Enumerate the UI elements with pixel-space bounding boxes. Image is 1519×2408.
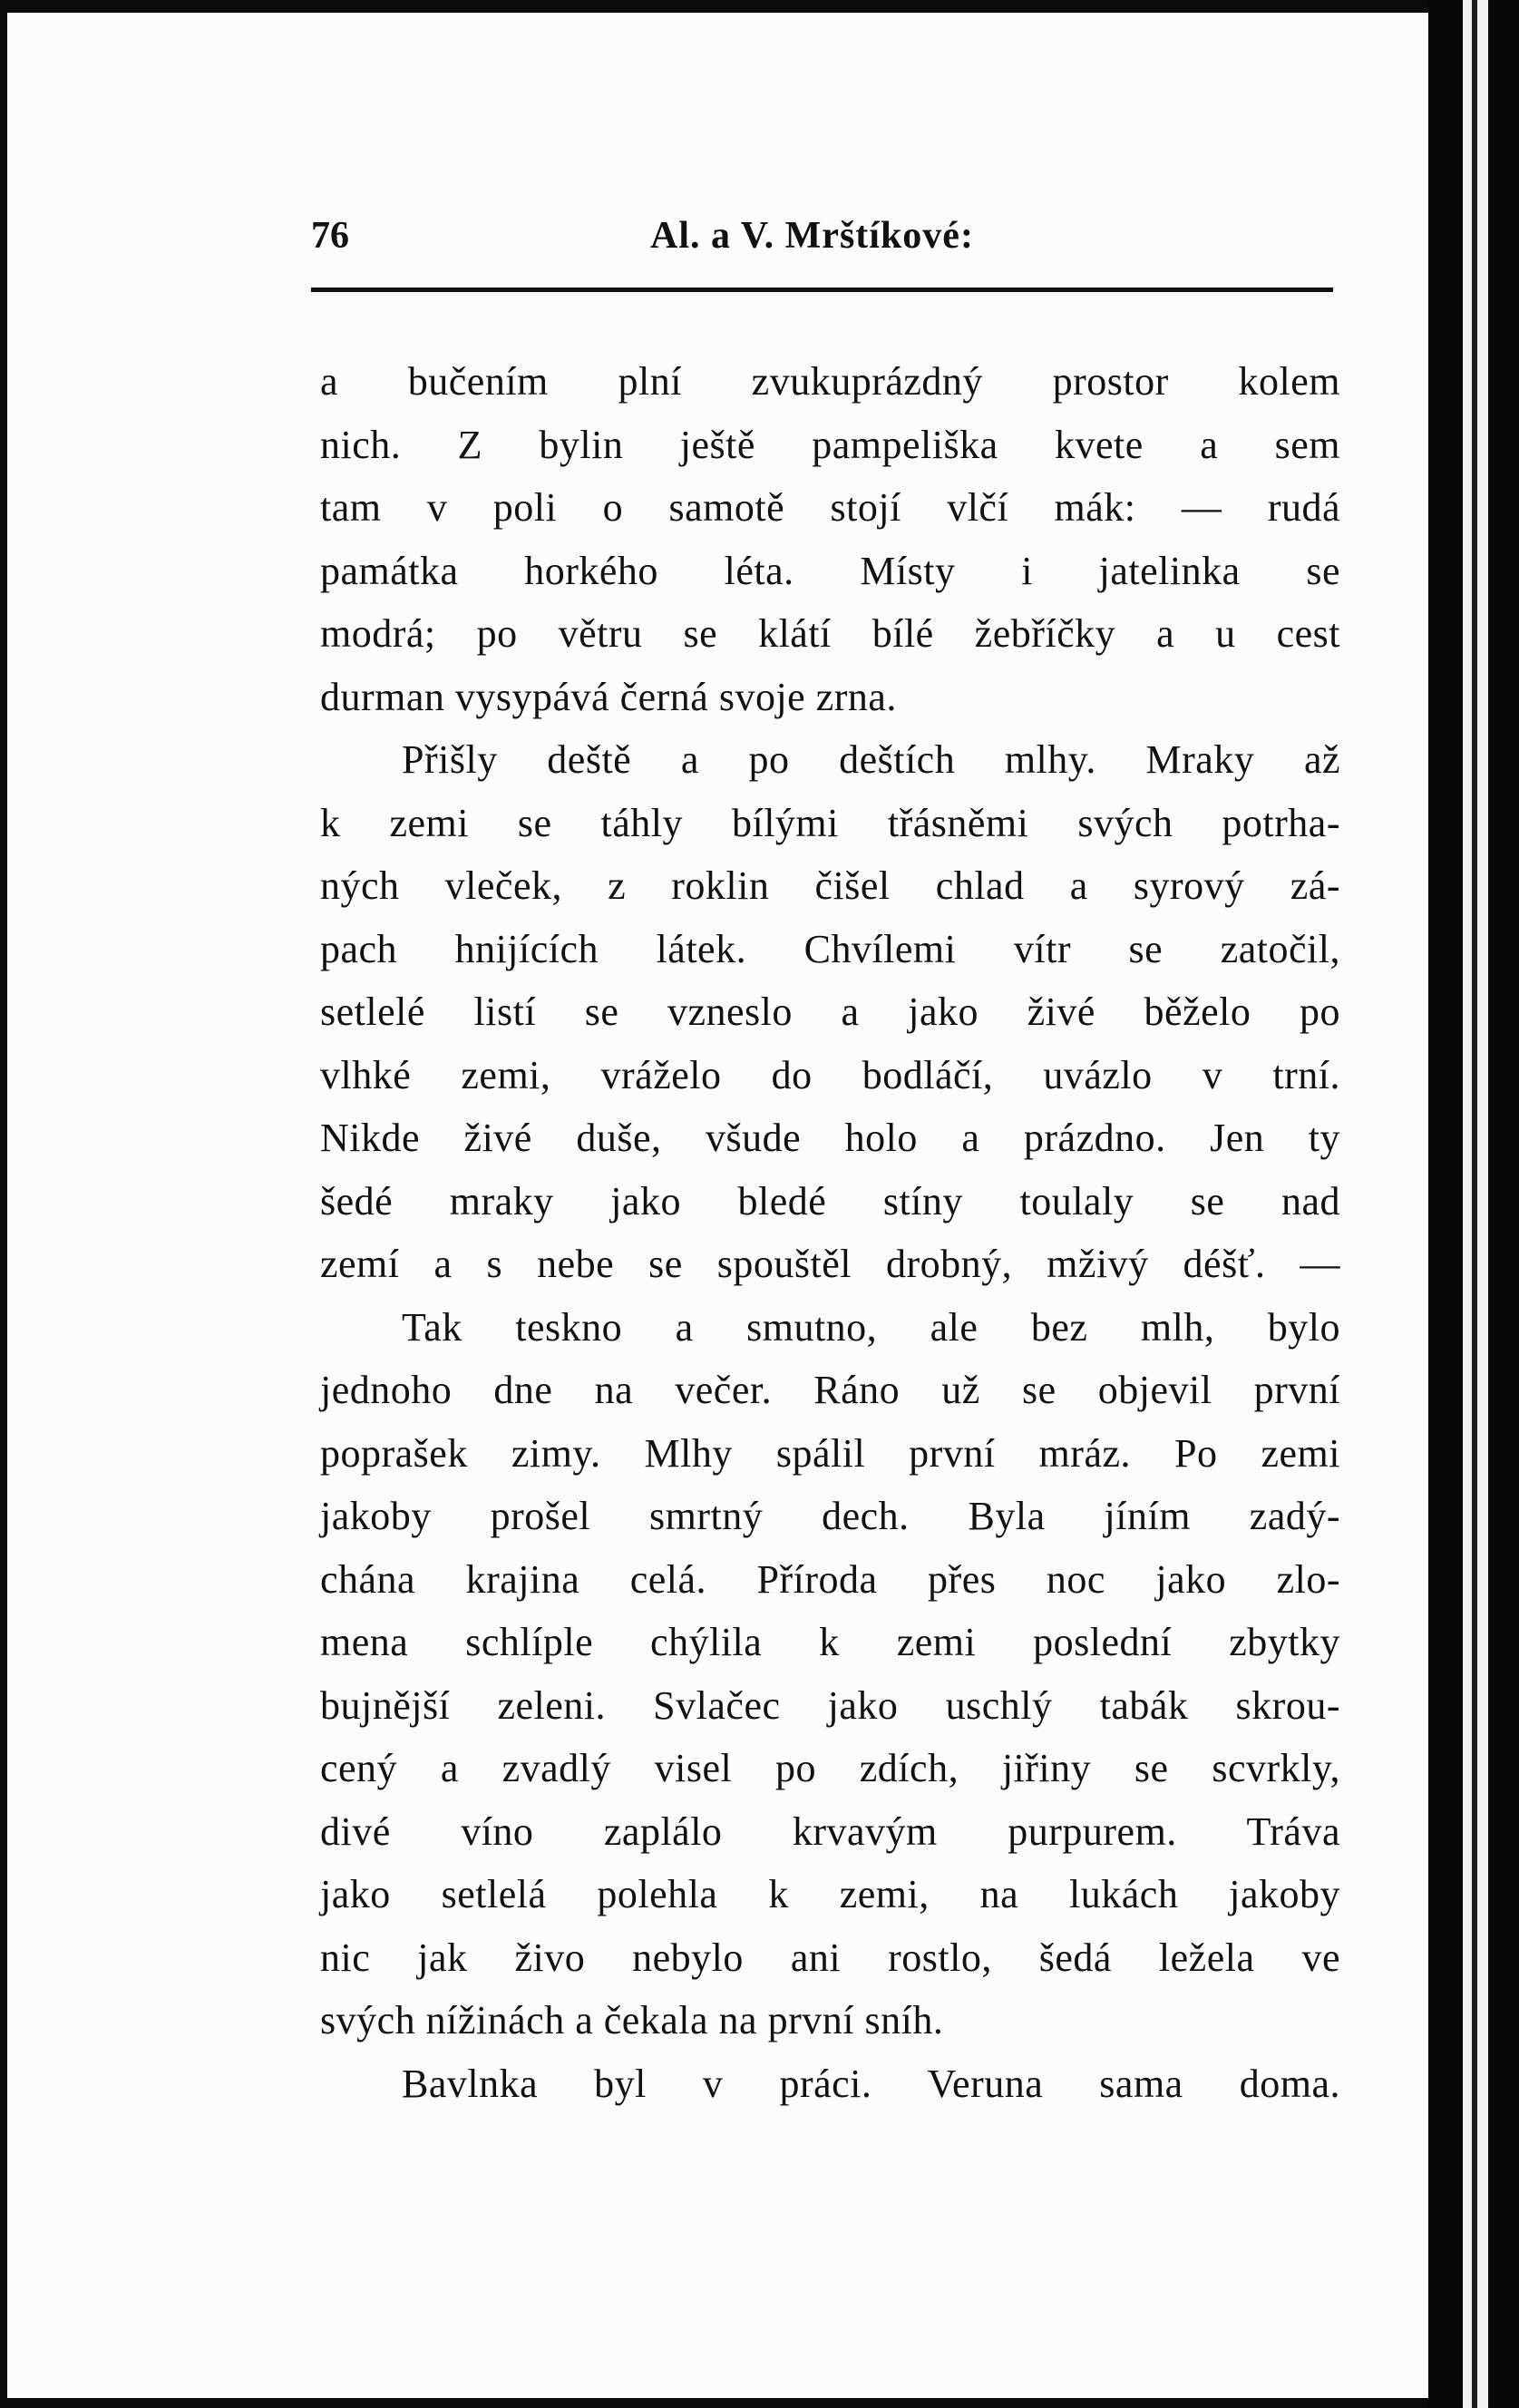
text-line: jako setlelá polehla k zemi, na lukách jakoby	[320, 1872, 1340, 1916]
text-line: poprašek zimy. Mlhy spálil první mráz. Po zemi	[320, 1430, 1340, 1476]
text-line: jakoby prošel smrtný dech. Byla jíním zadý-	[320, 1494, 1340, 1538]
text-line: Bavlnka byl v práci. Veruna sama doma.	[402, 2061, 1340, 2106]
book-page	[7, 13, 1428, 2398]
text-line: cený a zvadlý visel po zdích, jiřiny se scvrkly,	[320, 1746, 1340, 1790]
page-number: 76	[311, 215, 349, 257]
text-line: durman vysypává černá svoje zrna.	[320, 674, 897, 719]
text-line: modrá; po větru se klátí bílé žebříčky a u cest	[320, 611, 1340, 656]
running-head: Al. a V. Mrštíkové:	[650, 215, 974, 257]
text-line: zemí a s nebe se spouštěl drobný, mživý déšť. —	[320, 1242, 1340, 1286]
text-line: nich. Z bylin ještě pampeliška kvete a sem	[320, 422, 1340, 467]
text-line: chána krajina celá. Příroda přes noc jako zlo-	[320, 1556, 1340, 1602]
text-line: k zemi se táhly bílými třásněmi svých potrha-	[320, 800, 1340, 845]
text-line: Přišly deště a po deštích mlhy. Mraky až	[402, 737, 1340, 782]
text-line: a bučením plní zvukuprázdný prostor kolem	[320, 359, 1340, 404]
header-rule	[311, 288, 1333, 292]
scan-border	[1428, 0, 1519, 2408]
text-line: tam v poli o samotě stojí vlčí mák: — rudá	[320, 485, 1340, 530]
text-line: pach hnijících látek. Chvílemi vítr se zatočil,	[320, 926, 1340, 971]
text-line: ných vleček, z roklin čišel chlad a syrový zá-	[320, 863, 1340, 908]
page-edge-line	[1472, 0, 1477, 2408]
text-line: Nikde živé duše, všude holo a prázdno. Jen ty	[320, 1116, 1340, 1160]
text-line: nic jak živo nebylo ani rostlo, šedá ležela ve	[320, 1935, 1340, 1980]
page-header	[311, 214, 1333, 268]
text-line: setlelé listí se vzneslo a jako živé běželo po	[320, 990, 1340, 1034]
text-line: divé víno zaplálo krvavým purpurem. Tráva	[320, 1808, 1340, 1854]
text-line: svých nížinách a čekala na první sníh.	[320, 1998, 944, 2042]
body-text	[320, 350, 1340, 2115]
text-line: jednoho dne na večer. Ráno už se objevil první	[320, 1368, 1340, 1412]
text-line: mena schlíple chýlila k zemi poslední zbytky	[320, 1620, 1340, 1664]
text-line: Tak teskno a smutno, ale bez mlh, bylo	[402, 1304, 1340, 1350]
text-line: památka horkého léta. Místy i jatelinka se	[320, 548, 1340, 593]
text-line: vlhké zemi, vráželo do bodláčí, uvázlo v trní.	[320, 1052, 1340, 1097]
text-line: šedé mraky jako bledé stíny toulaly se nad	[320, 1178, 1340, 1223]
text-line: bujnější zeleni. Svlačec jako uschlý tabák skrou-	[320, 1682, 1340, 1728]
